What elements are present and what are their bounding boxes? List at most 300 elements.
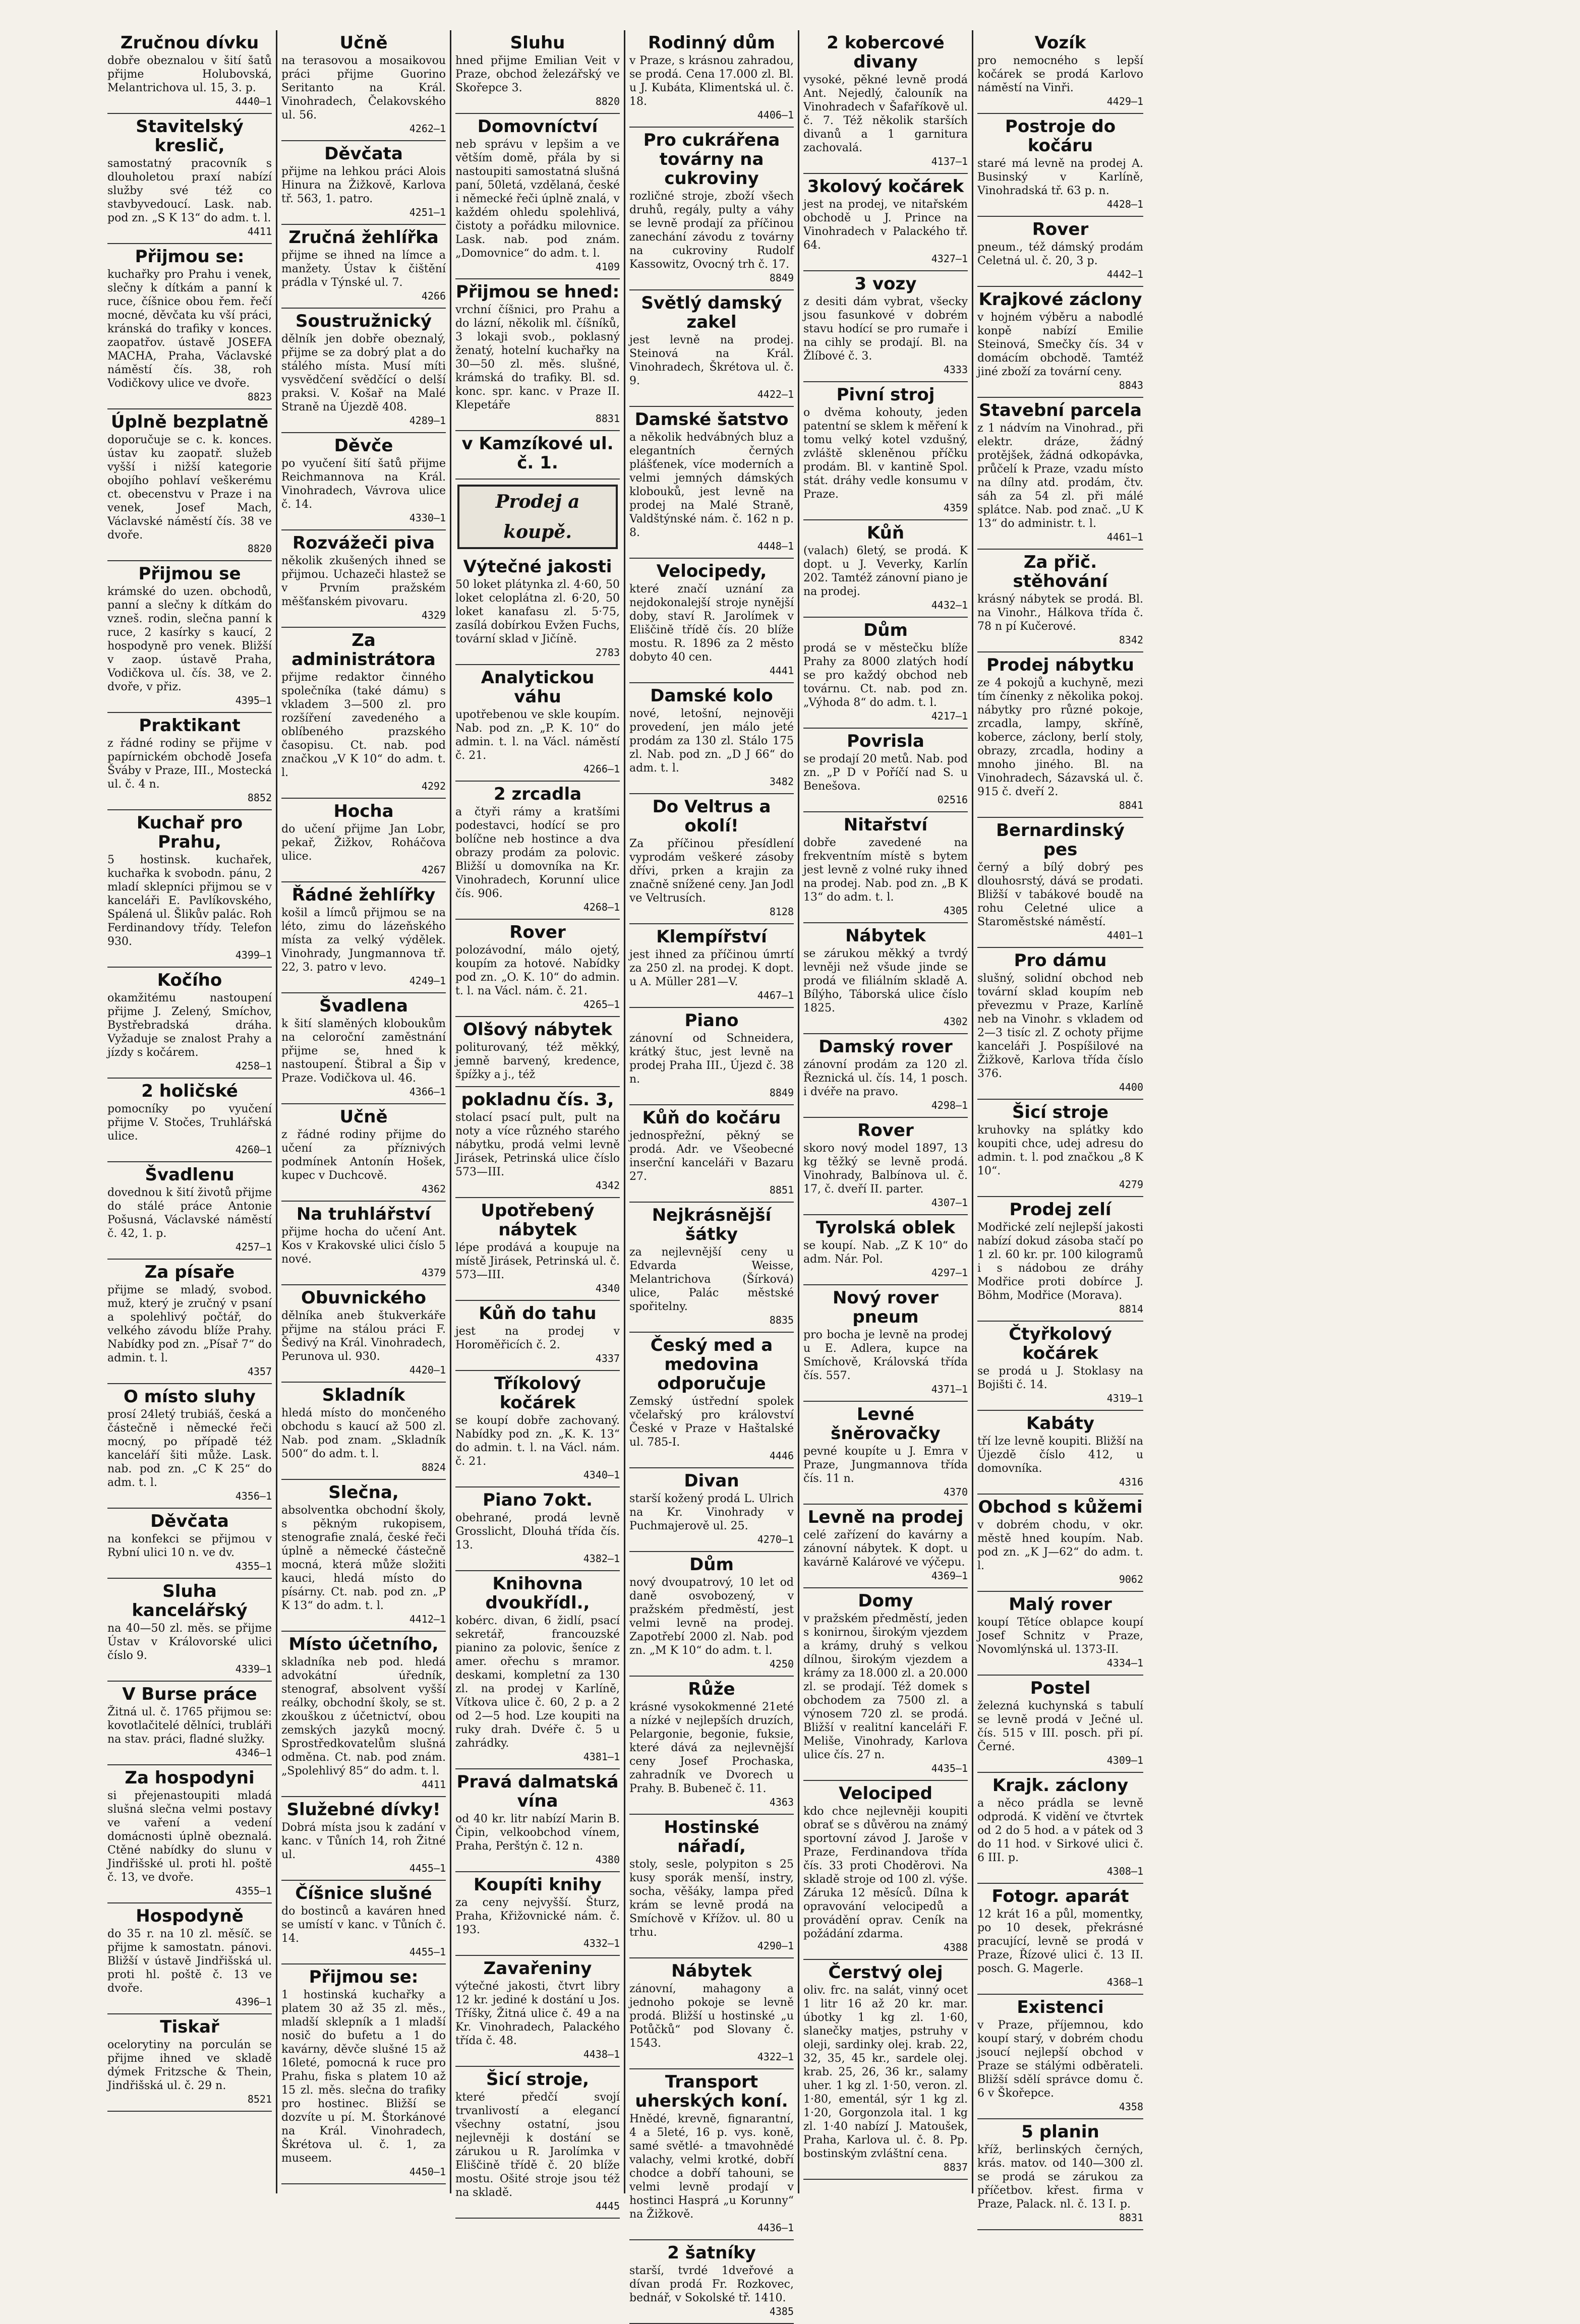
ad-body: dovednou k šití životů přijme do stálé práce Antonie Pošusná, Václavské náměstí č. 42, 1. p. — [107, 1186, 272, 1240]
ad-body: zánovní prodám za 120 zl. Řeznická ul. čís. 14, 1 posch. i dvéře na pravo. — [803, 1058, 968, 1098]
classified-ad — [455, 1872, 620, 1956]
classified-ad — [977, 2119, 1143, 2230]
classified-ad — [455, 1198, 620, 1301]
ad-reference-number: 8851 — [769, 1184, 794, 1196]
classified-ad — [977, 818, 1143, 948]
ad-reference-number: 8852 — [247, 792, 272, 804]
ad-body: několik zkušených ihned se přijmou. Uchazeči hlastež se v Prvním pražském měšťanském pivovaru. — [281, 555, 446, 608]
ad-headline: Kuchař pro Prahu, — [136, 813, 243, 852]
classified-ad — [629, 559, 794, 683]
ad-headline: Kůň do kočáru — [642, 1108, 781, 1128]
ad-reference-number: 4446 — [769, 1450, 794, 1462]
classified-ad — [281, 225, 446, 309]
ad-body: politurovaný, též měkký, jemně barvený, kredence, špížky a j., též — [455, 1041, 620, 1081]
ad-headline: Rover — [509, 922, 566, 942]
ad-body: přijme se ihned na límce a manžety. Ústav k čištění prádla v Týnské ul. 7. — [281, 249, 446, 289]
ad-headline: Olšový nábytek — [463, 1020, 612, 1040]
ad-reference-number: 4438—1 — [583, 2048, 620, 2060]
classified-ad — [803, 1034, 968, 1118]
ad-headline: Skladník — [322, 1385, 405, 1405]
ad-headline: Rodinný dům — [648, 33, 775, 53]
classified-ad — [803, 1402, 968, 1505]
ad-reference-number: 4309—1 — [1106, 1754, 1143, 1766]
ad-body: jest na prodej v Horoměřicích č. 2. — [455, 1325, 620, 1351]
newspaper-page — [103, 30, 1495, 2317]
ad-reference-number: 4379 — [421, 1267, 446, 1279]
ad-reference-number: 4445 — [595, 2200, 620, 2212]
ad-body: dělníka aneb štukverkáře přijme na stálou práci F. Šedivý na Král. Vinohradech, Perunova ul. 930. — [281, 1309, 446, 1363]
ad-reference-number: 8128 — [769, 906, 794, 918]
ad-reference-number: 4429—1 — [1106, 95, 1143, 107]
classified-ad — [281, 30, 446, 141]
classified-ad — [455, 1371, 620, 1487]
classified-ad — [977, 1676, 1143, 1773]
classified-ad — [281, 799, 446, 882]
ad-headline: Učně — [339, 1107, 388, 1127]
ad-headline: V Burse práce — [122, 1684, 257, 1704]
ad-reference-number: 4388 — [943, 1941, 968, 1953]
ad-body: po vyučení šití šatů přijme Reichmannova na Král. Vinohradech, Vávrova ulice č. 14. — [281, 457, 446, 511]
ad-headline: Sluhu — [510, 33, 565, 53]
classified-ad — [455, 1301, 620, 1371]
ad-reference-number: 4411 — [421, 1778, 446, 1791]
classified-ad — [629, 290, 794, 407]
ad-reference-number: 8823 — [247, 391, 272, 403]
ad-body: na 40—50 zl. měs. se přijme Ústav v Královorské ulici číslo 9. — [107, 1622, 272, 1662]
classified-ad — [629, 683, 794, 794]
ad-body: prodá se v městečku blíže Prahy za 8000 zlatých hodí se pro každý obchod neb továrnu. Ct. nab. pod zn. „Výhoda 8“ do adm. t. l. — [803, 642, 968, 709]
classified-ad — [629, 1008, 794, 1105]
classified-ad — [281, 1480, 446, 1632]
classified-ad — [281, 1285, 446, 1383]
ad-reference-number: 4420—1 — [409, 1364, 446, 1376]
ad-headline: Na truhlářství — [296, 1204, 431, 1224]
ad-reference-number: 4362 — [421, 1183, 446, 1195]
classified-ad — [107, 1579, 272, 1682]
ad-headline: Hospodyně — [136, 1906, 244, 1926]
classified-ad — [107, 30, 272, 114]
ad-reference-number: 4346—1 — [235, 1747, 272, 1759]
ad-reference-number: 4382—1 — [583, 1553, 620, 1565]
classified-ad — [629, 1105, 794, 1203]
ad-headline: Velocipedy, — [656, 561, 767, 581]
ad-reference-number: 4334—1 — [1106, 1657, 1143, 1669]
classified-ad — [107, 713, 272, 810]
ad-headline: Švadlena — [319, 996, 408, 1016]
ad-headline: Bernardinský pes — [996, 820, 1125, 860]
ad-body: přijme redaktor činného společníka (také dámu) s vkladem 3—500 zl. pro rozšíření zavedeného a oblíbeného prazského časopisu. Ct. nab. pod značkou „V K 10“ do adm. t. l. — [281, 671, 446, 779]
ad-headline: Sluha kancelářský — [132, 1581, 248, 1621]
ad-column-5 — [799, 30, 973, 2193]
ad-reference-number: 4316 — [1119, 1476, 1143, 1488]
ad-body: a čtyři rámy a kratšími podestavci, hodící se pro bolíčne neb hostince a dva obrazy prodám za polovic. Bližší u domovníka na Kr. Vinohradech, Korunní ulice čís. 906. — [455, 806, 620, 900]
ad-reference-number: 4442—1 — [1106, 268, 1143, 280]
ad-body: na konfekci se přijmou v Rybní ulici 10 n. ve dv. — [107, 1533, 272, 1559]
ad-body: z řádné rodiny přijme do učení za příznivých podmínek Antonín Hošek, kupec v Duchcově. — [281, 1128, 446, 1182]
ad-body: ze 4 pokojů a kuchyně, mezi tím čínenky z několika pokoj. nábytky pro různé pokoje, zrcadla, lampy, skříně, koberce, záclony, berlí stoly, obrazy, zrcadla, hodiny a mnoho jiného. Bl. na Vinohradech, Sázavská ul. č. 915 č. dveří 2. — [977, 677, 1143, 798]
ad-headline: Levně na prodej — [807, 1507, 964, 1527]
ad-body: o dvěma kohouty, jeden patentní se sklem k měření k tomu velký kotel vzdušný, zvláště skleněnou příčku prodám. Bl. v kantině Spol. stát. dráhy vedle konsumu v Praze. — [803, 406, 968, 501]
ad-body: zánovní od Schneidera, krátký štuc, jest levně na prodej Praha III., Újezd č. 38 n. — [629, 1032, 794, 1086]
ad-body: vysoké, pěkné levně prodá Ant. Nejedlý, čalouník na Vinohradech v Šafaříkově ul. č. 7. Též několik starších divanů a 1 garnitura zachovalá. — [803, 74, 968, 154]
ad-reference-number: 3482 — [769, 776, 794, 788]
ad-body: dobře zavedené na frekventním místě s bytem jest levně z volné ruky ihned na prodej. Nab. pod zn. „B K 13“ do adm. t. l. — [803, 837, 968, 904]
ad-headline: Nový rover pneum — [832, 1288, 939, 1327]
ad-reference-number: 4371—1 — [931, 1383, 968, 1395]
ad-reference-number: 4268—1 — [583, 901, 620, 913]
classified-ad — [803, 1588, 968, 1781]
ad-body: 12 krát 16 a půl, momentky, po 10 desek, překrásné pracující, levně se prodá v Praze, Řízové ulici č. 13 II. posch. G. Magerle. — [977, 1908, 1143, 1975]
ad-reference-number: 4381—1 — [583, 1751, 620, 1763]
ad-reference-number: 4305 — [943, 905, 968, 917]
ad-reference-number: 4411 — [247, 225, 272, 237]
ad-headline: Postroje do kočáru — [1005, 116, 1116, 156]
classified-ad — [281, 433, 446, 530]
classified-ad — [629, 30, 794, 128]
ad-headline: Hostinské nářadí, — [664, 1817, 759, 1857]
classified-ad — [107, 1079, 272, 1162]
ad-headline: Kabáty — [1026, 1413, 1094, 1434]
ad-body: které předčí svojí trvanlivostí a elegancí všechny ostatní, jsou nejlevněji k dostání se zárukou u R. Jarolímka v Eliščině třídě č. 20 blíže mostu. Ošité stroje jsou též na skladě. — [455, 2091, 620, 2199]
ad-body: zánovní, mahagony a jednoho pokoje se levně prodá. Bližší u hostinské „u Potůčků“ pod Slovany č. 1543. — [629, 1983, 794, 2050]
ad-reference-number: 4340 — [595, 1282, 620, 1294]
ad-headline: 5 planin — [1021, 2122, 1099, 2142]
ad-headline: Klempířství — [656, 927, 767, 947]
section-banner: Prodej a koupě. — [457, 485, 618, 549]
ad-body: na terasovou a mosaikovou práci přijme Guorino Seritanto na Král. Vinohradech, Čelakovského ul. 56. — [281, 54, 446, 122]
classified-ad — [629, 1815, 794, 1958]
ad-body: krásné vysokokmenné 21eté a nízké v nejlepších druzích, Pelargonie, begonie, fuksie, které dává za nejlevnější ceny Josef Prochaska, zahradník ve Dvorech u Prahy. B. Bubeneč č. 11. — [629, 1701, 794, 1795]
ad-headline: Pivní stroj — [836, 385, 935, 405]
classified-ad — [455, 30, 620, 114]
ad-reference-number: 4267 — [421, 864, 446, 876]
ad-headline: Děvčata — [324, 144, 403, 164]
ad-body: neb správu v lepšim a ve větším domě, přála by si nastoupiti samostatná slušná paní, 50letá, vzdělaná, české i německé řeči úplně znalá, v každém ohledu spolehlivá, čistoty a pořádku milovnice. Lask. nab. pod znám. „Domovnice“ do adm. t. l. — [455, 138, 620, 260]
ad-reference-number: 4289—1 — [409, 414, 446, 427]
classified-ad — [977, 1495, 1143, 1592]
classified-ad — [803, 520, 968, 618]
ad-headline: Přijmou se: — [309, 1967, 419, 1987]
ad-headline: Zavařeniny — [483, 1958, 592, 1979]
ad-headline: Do Veltrus a okolí! — [652, 797, 771, 836]
ad-headline: Nábytek — [845, 926, 926, 946]
classified-ad — [281, 628, 446, 799]
ad-headline: Tiskař — [160, 2017, 219, 2037]
ad-body: v hojném výběru a nabodlé konpě nabízí Emilie Steinová, Smečky čís. 34 v domácím obchodě. Tamtéž jiné zboží za tovární ceny. — [977, 311, 1143, 378]
ad-headline: Řádné žehlířky — [291, 885, 436, 905]
classified-ad — [803, 271, 968, 382]
ad-headline: Přijmou se: — [135, 247, 245, 267]
ad-headline: Dům — [863, 620, 908, 640]
classified-ad — [977, 1995, 1143, 2119]
ad-reference-number: 4109 — [595, 261, 620, 273]
ad-body: kobérc. divan, 6 židlí, psací sekretář, francouzské pianino za polovic, šeníce z amer. ořechu s mramor. deskami, kompletní za 130 zl. na prodej v Karlíně, Vítkova ulice č. 60, 2 p. a 2 od 2—5 hod. Lze koupiti na ruky drah. Dvéře č. 5 u zahrádky. — [455, 1615, 620, 1750]
ad-body: samostatný pracovník s dlouholetou praxí nabízí služby své též co stavbyvedoucí. Lask. nab. pod zn. „S K 13“ do adm. t. l. — [107, 157, 272, 224]
ad-body: ocelorytiny na porculán se přijme ihned ve skladě dýmek Fritzsche & Thein, Jindřišská ul. č. 29 n. — [107, 2039, 272, 2092]
ad-headline: Čerstvý olej — [828, 1962, 943, 1983]
ad-headline: Postel — [1030, 1678, 1091, 1698]
ad-headline: Obuvnického — [301, 1288, 426, 1308]
ad-body: železná kuchynská s tabulí se levně prodá v Ječné ul. čís. 515 v III. posch. při pí. Černé. — [977, 1700, 1143, 1753]
ad-headline: Místo účetního, — [288, 1634, 439, 1654]
ad-reference-number: 4270—1 — [757, 1533, 794, 1545]
ad-body: Dobrá místa jsou k zadání v kanc. v Tůních 14, roh Žitné ul. — [281, 1821, 446, 1861]
ad-body: skladníka neb pod. hledá advokátní úředník, stenograf, absolvent vyšší reálky, obchodní školy, se st. zkouškou z účetnictví, obou zemských jazyků mocný. Sprostředkovatelům slušná odměna. Ct. nab. pod znám. „Spolehlivý 85“ do adm. t. l. — [281, 1656, 446, 1777]
ad-headline: Upotřebený nábytek — [481, 1201, 595, 1240]
ad-reference-number: 4441 — [769, 665, 794, 677]
ad-headline: Vozík — [1034, 33, 1086, 53]
ad-reference-number: 8849 — [769, 272, 794, 284]
ad-headline: Zručná žehlířka — [288, 227, 439, 248]
classified-ad — [629, 924, 794, 1008]
ad-headline: 3kolový kočárek — [807, 176, 964, 197]
ad-headline: Růže — [688, 1679, 735, 1699]
classified-ad — [281, 530, 446, 628]
ad-reference-number: 8342 — [1119, 634, 1143, 646]
ad-reference-number: 9062 — [1119, 1573, 1143, 1585]
ad-reference-number: 4307—1 — [931, 1197, 968, 1209]
ad-body: jednospřežní, pěkný se prodá. Adr. ve Všeobecné inserční kanceláři v Bazaru 27. — [629, 1129, 794, 1183]
classified-ad — [107, 2014, 272, 2112]
ad-reference-number: 4297—1 — [931, 1267, 968, 1279]
ad-body: přijme na lehkou práci Alois Hinura na Žižkově, Karlova tř. 563, 1. patro. — [281, 165, 446, 205]
ad-headline: Rover — [1032, 219, 1089, 240]
ad-reference-number: 4385 — [769, 2305, 794, 2317]
classified-ad — [629, 128, 794, 290]
classified-ad — [107, 1682, 272, 1765]
classified-ad — [803, 812, 968, 923]
ad-body: pneum., též dámský prodám Celetná ul. č. 20, 3 p. — [977, 241, 1143, 267]
ad-body: v Praze, s krásnou zahradou, se prodá. Cena 17.000 zl. Bl. u J. Kubáta, Klimentská ul. č. 18. — [629, 54, 794, 108]
ad-headline: Kůň do tahu — [479, 1303, 597, 1324]
ad-reference-number: 4333 — [943, 364, 968, 376]
ad-headline: Rover — [857, 1120, 914, 1141]
classified-ad — [455, 554, 620, 665]
ad-headline: Kočího — [157, 970, 222, 990]
ad-headline: Povrisla — [847, 731, 924, 751]
classified-ad — [281, 1202, 446, 1285]
ad-body: absolventka obchodní školy, s pěkným rukopisem, stenografie znalá, české řeči úplně a německé částečně mocná, která může složiti kauci, hledá místo do písárny. Ct. nab. pod zn. „P K 13“ do adm. t. l. — [281, 1504, 446, 1612]
classified-ad — [107, 1162, 272, 1260]
classified-ad — [977, 1322, 1143, 1411]
ad-reference-number: 4332—1 — [583, 1937, 620, 1949]
ad-body: z desiti dám vybrat, všecky jsou fasunkové v dobrém stavu hodící se pro rumaře i na cihly se prodají. Bl. na Žlíbové č. 3. — [803, 295, 968, 363]
ad-headline: Domovníctví — [477, 116, 598, 137]
ad-reference-number: 4450—1 — [409, 2166, 446, 2178]
ad-body: upotřebenou ve skle koupím. Nab. pod zn. „P. K. 10“ do admin. t. l. na Václ. náměstí č. 21. — [455, 708, 620, 762]
ad-body: nový dvoupatrový, 10 let od daně osvobozený, v pražském předměstí, jest velmi levně na prodej. Zapotřebí 2000 zl. Nab. pod zn. „M K 10“ do adm. t. l. — [629, 1576, 794, 1657]
ad-body: dobře obeznalou v šití šatů přijme Holubovská, Melantrichova ul. 15, 3. p. — [107, 54, 272, 94]
ad-body: starší, tvrdé 1dveřové a dívan prodá Fr. Rozkovec, bednář, v Sokolské tř. 1410. — [629, 2265, 794, 2304]
ad-column-1 — [103, 30, 277, 2193]
classified-ad — [803, 618, 968, 729]
classified-ad — [977, 1411, 1143, 1495]
classified-ad — [455, 920, 620, 1017]
ad-body: kruhovky na splátky kdo koupiti chce, udej adresu do admin. t. l. pod značkou „8 K 10“. — [977, 1124, 1143, 1177]
classified-ad — [629, 1552, 794, 1677]
ad-reference-number: 4342 — [595, 1179, 620, 1191]
ad-headline: Švadlenu — [145, 1165, 235, 1185]
ad-reference-number: 4355—1 — [235, 1885, 272, 1897]
ad-reference-number: 4298—1 — [931, 1099, 968, 1111]
classified-ad — [629, 1333, 794, 1468]
ad-headline: Praktikant — [139, 716, 241, 736]
ad-headline: Damský rover — [818, 1037, 953, 1057]
classified-ad — [281, 141, 446, 225]
ad-body: staré má levně na prodej A. Businský v Karlíně, Vinohradská tř. 63 p. n. — [977, 157, 1143, 197]
ad-reference-number: 8849 — [769, 1087, 794, 1099]
ad-reference-number: 4266 — [421, 290, 446, 302]
ad-reference-number: 4369—1 — [931, 1570, 968, 1582]
classified-ad — [803, 729, 968, 812]
ad-reference-number: 4217—1 — [931, 710, 968, 722]
ad-body: jest ihned za příčinou úmrtí za 250 zl. na prodej. K dopt. u A. Müller 281—V. — [629, 948, 794, 988]
ad-body: se prodá u J. Stoklasy na Bojišti č. 14. — [977, 1365, 1143, 1391]
ad-headline: Transport uherských koní. — [635, 2072, 788, 2111]
ad-headline: Za přič. stěhování — [1013, 552, 1108, 591]
ad-reference-number: 8521 — [247, 2093, 272, 2105]
ad-headline: Analytickou váhu — [481, 668, 595, 707]
ad-headline: Piano 7okt. — [483, 1490, 593, 1510]
ad-reference-number: 8831 — [1119, 2212, 1143, 2224]
classified-ad — [455, 1571, 620, 1769]
classified-ad — [977, 287, 1143, 398]
ad-headline: Prodej zelí — [1009, 1200, 1111, 1220]
ad-headline: Rozvážeči piva — [292, 533, 435, 553]
ad-reference-number: 4440—1 — [235, 95, 272, 107]
ad-reference-number: 4356—1 — [235, 1490, 272, 1502]
ad-body: dělník jen dobře obeznalý, přijme se za dobrý plat a do stálého místa. Musí míti vysvědčení svědčící o delší praksi. V. Košař na Malé Straně na Újezdě 408. — [281, 333, 446, 413]
ad-reference-number: 4279 — [1119, 1178, 1143, 1190]
ad-headline: 2 kobercové divany — [827, 33, 945, 72]
ad-body: do bostinců a kaváren hned se umístí v kanc. v Tůních č. 14. — [281, 1905, 446, 1945]
ad-reference-number: 2783 — [595, 646, 620, 659]
classified-ad — [455, 431, 620, 480]
classified-ad — [803, 382, 968, 520]
ad-reference-number: 4260—1 — [235, 1144, 272, 1156]
ad-headline: Děvčata — [150, 1511, 229, 1531]
ad-reference-number: 4340—1 — [583, 1469, 620, 1481]
ad-headline: Obchod s kůžemi — [978, 1497, 1143, 1517]
classified-ad — [281, 993, 446, 1104]
ad-reference-number: 4266—1 — [583, 763, 620, 775]
ad-body: kuchařky pro Prahu i venek, slečny k dítkám a panní k ruce, číšnice obou řem. řečí mocné, děvčata ku vší práci, kránská do trafiky v konces. zaopatřov. ústavě JOSEFA MACHA, Praha, Václavské náměstí čís. 38, roh Vodičkovy ulice ve dvoře. — [107, 268, 272, 390]
ad-column-6 — [973, 30, 1147, 2224]
ad-body: jest levně na prodej. Steinová na Král. Vinohradech, Škrétova ul. č. 9. — [629, 334, 794, 387]
classified-ad — [629, 2069, 794, 2240]
classified-ad — [107, 1509, 272, 1579]
ad-body: slušný, solidní obchod neb tovární sklad koupím neb převezmu v Praze, Karlíně neb na Vinohr. s vkladem od 2—3 tisíc zl. Z ochoty přijme kanceláři J. Pospíšilové na Žižkově, Karlova třída číslo 376. — [977, 972, 1143, 1080]
ad-body: doporučuje se c. k. konces. ústav ku zaopatř. služeb vyšší i nižší kategorie obojího pohlaví veškerému ct. obecenstvu v Praze i na venek, Josef Mach, Václavské náměstí čís. 38 ve dvoře. — [107, 434, 272, 542]
ad-body: 50 loket plátynka zl. 4·60, 50 loket celoplátna zl. 6·20, 50 loket kanafasu zl. 5·75, zasílá dobírkou Evžen Fuchs, tovární sklad v Jičíně. — [455, 578, 620, 645]
ad-reference-number: 8843 — [1119, 379, 1143, 391]
ad-headline: Velociped — [838, 1783, 933, 1804]
ad-reference-number: 4327—1 — [931, 253, 968, 265]
ad-reference-number: 4406—1 — [757, 109, 794, 121]
ad-body: hned přijme Emilian Veit v Praze, obchod železářský ve Skořepce 3. — [455, 54, 620, 94]
ad-headline: Nejkrásnější šátky — [652, 1205, 772, 1244]
ad-body: krásný nábytek se prodá. Bl. na Vinohr., Hálkova třída č. 78 n pí Kučerové. — [977, 593, 1143, 633]
classified-ad — [107, 409, 272, 561]
ad-reference-number: 4399—1 — [235, 949, 272, 961]
ad-headline: Piano — [684, 1010, 739, 1031]
ad-reference-number: 4330—1 — [409, 512, 446, 524]
ad-headline: Existenci — [1017, 1997, 1104, 2017]
ad-body: k šití slaměných kloboukům na celoroční zaměstnání přijme se, hned k nastoupení. Štibral a Šip v Praze. Vodičkova ul. 46. — [281, 1018, 446, 1085]
classified-ad — [455, 1487, 620, 1571]
classified-ad — [107, 810, 272, 968]
classified-ad — [629, 794, 794, 924]
ad-headline: Přijmou se hned: — [455, 282, 620, 302]
ad-headline: pokladnu čís. 3, — [461, 1090, 614, 1110]
classified-ad — [629, 1468, 794, 1552]
ad-body: za ceny nejvyšší. Šturz, Praha, Křižovnické nám. č. 193. — [455, 1896, 620, 1936]
classified-ad — [107, 244, 272, 409]
ad-reference-number: 4337 — [595, 1352, 620, 1364]
ad-reference-number: 4290—1 — [757, 1940, 794, 1952]
ad-body: starší kožený prodá L. Ulrich na Kr. Vinohrady v Puchmajerově ul. 25. — [629, 1493, 794, 1532]
ad-reference-number: 4436—1 — [757, 2222, 794, 2234]
ad-headline: Koupíti knihy — [474, 1875, 602, 1895]
ad-reference-number: 4258—1 — [235, 1060, 272, 1072]
ad-headline: Tříkolový kočárek — [494, 1374, 581, 1413]
classified-ad — [107, 1903, 272, 2014]
ad-reference-number: 4339—1 — [235, 1663, 272, 1675]
ad-reference-number: 8835 — [769, 1314, 794, 1326]
ad-headline: Šicí stroje, — [486, 2069, 590, 2090]
ad-body: stolací psací pult, pult na noty a více různého starého nábytku, prodá velmi levně Jirásek, Petrinská ulice číslo 573—III. — [455, 1111, 620, 1178]
classified-ad — [107, 1260, 272, 1384]
ad-headline: Tyrolská oblek — [816, 1218, 955, 1238]
ad-body: z řádné rodiny se přijme v papírnickém obchodě Josefa Šváby v Praze, III., Mostecká ul. č. 4 n. — [107, 737, 272, 791]
classified-ad — [455, 1017, 620, 1087]
ad-reference-number: 4396—1 — [235, 1996, 272, 2008]
classified-ad — [107, 968, 272, 1079]
ad-body: rozličné stroje, zboží všech druhů, regály, pulty a váhy se levně prodají za příčinou zanechání závodu z továrny na cukroviny Rudolf Kassowitz, Ovocný trh č. 17. — [629, 190, 794, 271]
ad-body: černý a bílý dobrý pes dlouhosrstý, dává se prodati. Bližší v tabákové boudě na rohu Celetné ulice a Staroměstské náměstí. — [977, 861, 1143, 928]
classified-ad — [803, 1285, 968, 1402]
ad-headline: Za písaře — [144, 1262, 235, 1282]
ad-body: z 1 nádvím na Vinohrad., při elektr. dráze, žádný protějšek, žádná odkopávka, průčelí k Praze, vzadu místo na dílny atd. prodám, čtv. sáh za 54 zl. při málé splátce. Nab. pod znač. „U K 13“ do administr. t. l. — [977, 422, 1143, 530]
ad-reference-number: 4467—1 — [757, 989, 794, 1001]
ad-body: oliv. frc. na salát, vinný ocet 1 litr 16 až 20 kr. mar. úbotky 1 kg zl. 1·60, slanečky matjes, pstruhy v oleji, sardinky olej. krab. 22, 32, 35, 45 kr., sardele olej. krab. 25, 26, 36 kr., salamy uher. 1 kg zl. 1·50, veron. zl. 1·80, ementál, sýr 1 kg zl. 1·20, Gorgonzola ital. 1 kg zl. 1·40 nabízí J. Matoušek, Praha, Karlova ul. č. 8. Pp. bostinským zvláštní cena. — [803, 1984, 968, 2160]
ad-body: Za příčinou přesídlení vyprodám veškeré zásoby dřívi, prken a krajin za značně snížené ceny. Jan Jodl ve Veltrusích. — [629, 838, 794, 905]
ad-reference-number: 4412—1 — [409, 1613, 446, 1625]
classified-ad — [107, 1765, 272, 1903]
classified-ad — [803, 174, 968, 271]
classified-ad — [977, 948, 1143, 1100]
classified-ad — [977, 1197, 1143, 1322]
ad-headline: Pravá dalmatská vína — [456, 1772, 619, 1811]
classified-ad — [281, 309, 446, 433]
ad-body: do učení přijme Jan Lobr, pekař, Žižkov, Roháčova ulice. — [281, 823, 446, 863]
ad-headline: Dům — [689, 1555, 734, 1575]
ad-headline: Damské kolo — [650, 686, 773, 706]
ad-body: obehrané, prodá levně Grosslicht, Dlouhá třída čís. 13. — [455, 1512, 620, 1552]
ad-body: pro bocha je levně na prodej u E. Adlera, kupce na Smíchově, Královská třída čís. 557. — [803, 1329, 968, 1382]
ad-headline: Číšnice slušné — [295, 1883, 432, 1903]
ad-body: které značí uznání za nejdokonalejší stroje nynější doby, staví R. Jarolímek v Eliščině třídě čís. 20 blíže mostu. R. 1896 za 2 město dobyto 40 cen. — [629, 583, 794, 664]
classified-ad — [977, 550, 1143, 652]
ad-body: pro nemocného s lepší kočárek se prodá Karlovo náměstí na Vinři. — [977, 54, 1143, 94]
ad-body: celé zařízení do kavárny a zánovní nábytek. K dopt. u kavárně Kalárové ve výčepu. — [803, 1529, 968, 1569]
ad-body: v pražském předměstí, jeden s konirnou, širokým vjezdem a krámy, druhý s velkou dílnou, širokým vjezdem a krámy za 18.000 zl. a 20.000 zl. se prodají. Též domek s obchodem za 7500 zl. a výnosem 720 zl. se prodá. Bližší v realitní kanceláři F. Meliše, Vinohrady, Karlova ulice čís. 27 n. — [803, 1613, 968, 1761]
ad-body: se prodají 20 metů. Nab. pod zn. „P D v Poříčí nad S. u Benešova. — [803, 753, 968, 793]
ad-body: výtečné jakosti, čtvrt libry 12 kr. jediné k dostání u Jos. Tříšky, Žitná ulice č. 49 a na Kr. Vinohradech, Palackého třída č. 48. — [455, 1980, 620, 2047]
ad-column-2 — [277, 30, 451, 2193]
ad-body: kdo chce nejlevněji koupiti obrať se s důvěrou na známý sportovní závod J. Jaroše v Praze, Ferdinandova třída čís. 33 proti Choděrovi. Na skladě stroje od 100 zl. výše. Záruka 12 měsíců. Dílna k opravování velocipedů a provádění oprav. Ceník na požádání zdarma. — [803, 1805, 968, 1940]
ad-body: pomocníky po vyučení přijme V. Stočes, Truhlářská ulice. — [107, 1103, 272, 1143]
